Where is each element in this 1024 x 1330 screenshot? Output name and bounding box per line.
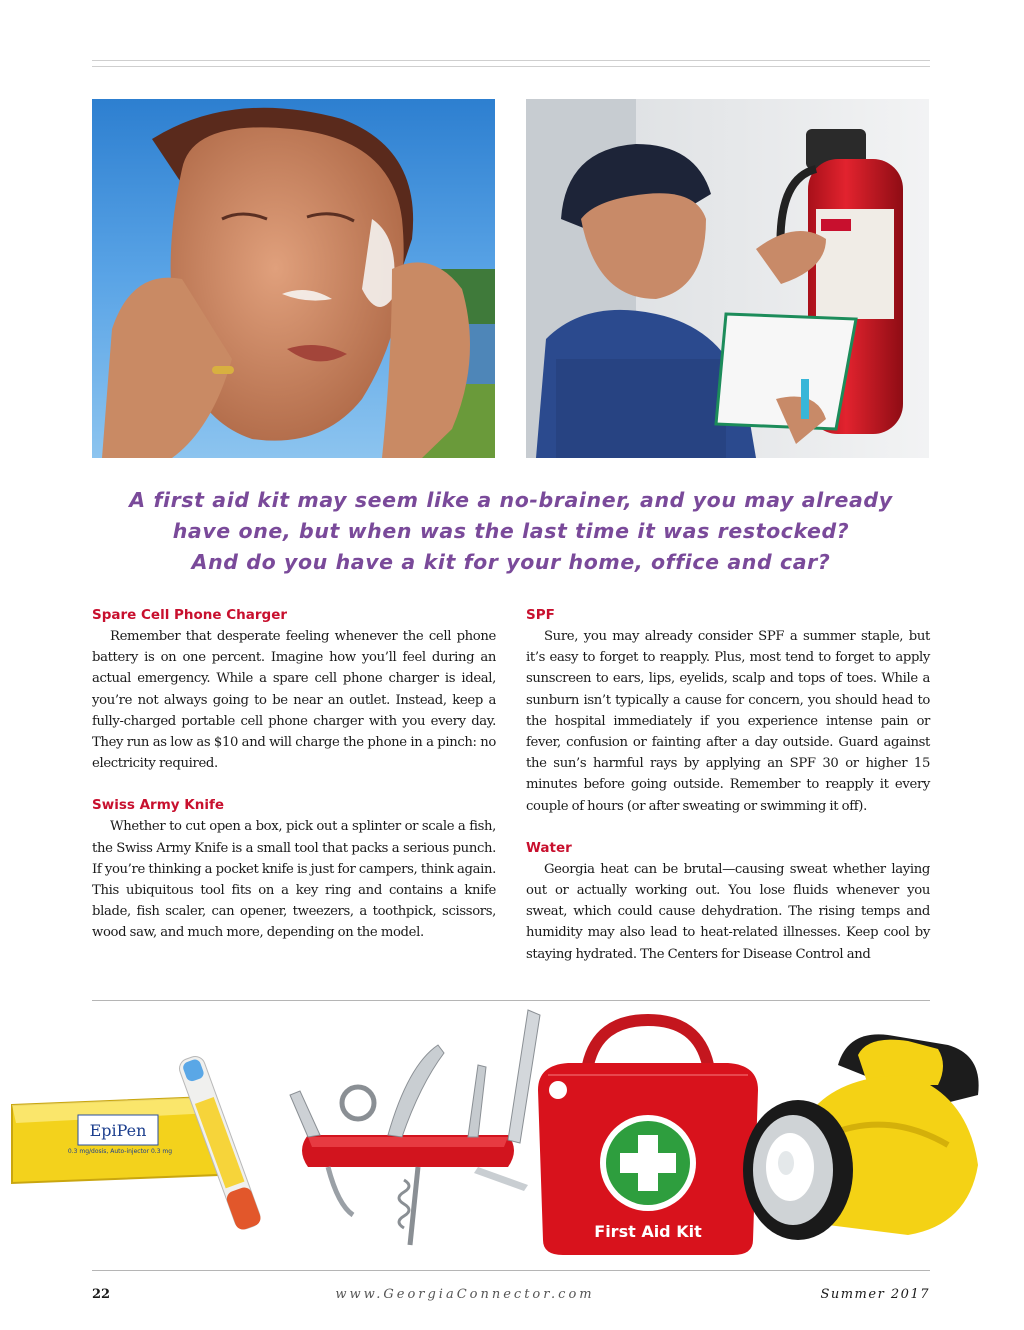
divider-rule: [92, 1000, 930, 1001]
left-column: [92, 605, 496, 965]
photo-woman-sunscreen: [92, 99, 495, 458]
section-body: Whether to cut open a box, pick out a splinter or scale a fish, the Swiss Army Knife is a small tool that packs a serious punch. If you’re thinking a pocket knife is just for campers, think again. This ubiquitous tool fits on a key ring and contains a knife blade, fish scaler, can opener, tweezers, a toothpick, scissors, wood saw, and much more, depending on the model.: [92, 819, 496, 941]
product-photo-strip: [8, 1005, 1018, 1265]
section-heading: Water: [526, 839, 572, 856]
pull-quote-line-3: And do you have a kit for your home, office and car?: [191, 550, 831, 574]
first-aid-kit-image: [538, 1020, 758, 1255]
footer-rule: [92, 1270, 930, 1271]
section-spf: [526, 605, 930, 817]
page-number: 22: [92, 1287, 111, 1302]
swiss-army-knife-image: [290, 1010, 540, 1245]
section-body: Remember that desperate feeling whenever the cell phone battery is on one percent. Imagine how you’ll feel during an actual emergency. While a spare cell phone charger is ideal, you’re not always going to be near an outlet. Instead, keep a fully-charged portable cell phone charger with you every day. They run as low as $10 and will charge the phone in a pinch: no electricity required.: [92, 629, 496, 772]
section-body: Sure, you may already consider SPF a summer staple, but it’s easy to forget to reapply. Plus, most tend to forget to apply sunscreen to ears, lips, eyelids, scalp and tops of toes. While a sunburn isn’t typically a cause for concern, you should head to the hospital immediately if you experience intense pain or fever, confusion or fainting after a day outside. Guard against the sun’s harmful rays by applying an SPF 30 or higher 15 minutes before going outside. Remember to reapply it every couple of hours (or after sweating or swimming it off).: [526, 629, 930, 814]
section-body: Georgia heat can be brutal—causing sweat whether laying out or actually working out. You lose fluids whenever you sweat, which could cause dehydration. The rising temps and humidity may also lead to heat-related illnesses. Keep cool by staying hydrated. The Centers for Disease Control and: [526, 861, 930, 962]
right-column: [526, 605, 930, 986]
kit-label-text: First Aid Kit: [594, 1222, 702, 1241]
section-heading: Swiss Army Knife: [92, 797, 224, 814]
website-url[interactable]: www.GeorgiaConnector.com: [335, 1287, 595, 1302]
photo-fire-extinguisher: [526, 99, 929, 458]
pull-quote: [92, 485, 930, 578]
section-swiss-army-knife: [92, 795, 496, 943]
pull-quote-line-2: have one, but when was the last time it was restocked?: [172, 519, 850, 543]
issue-label: Summer 2017: [820, 1287, 930, 1302]
section-heading: Spare Cell Phone Charger: [92, 607, 288, 623]
top-rule: [92, 60, 930, 67]
section-water: [526, 838, 930, 965]
section-heading: SPF: [526, 607, 555, 623]
epipen-image: [12, 1054, 263, 1232]
flashlight-image: [743, 1034, 979, 1240]
section-spare-charger: [92, 605, 496, 774]
epipen-brand-text: EpiPen: [89, 1121, 147, 1140]
pull-quote-line-1: A first aid kit may seem like a no-brainer, and you may already: [129, 488, 893, 512]
epipen-dose-text: 0.3 mg/dosis, Auto-injector 0.3 mg: [67, 1148, 173, 1155]
